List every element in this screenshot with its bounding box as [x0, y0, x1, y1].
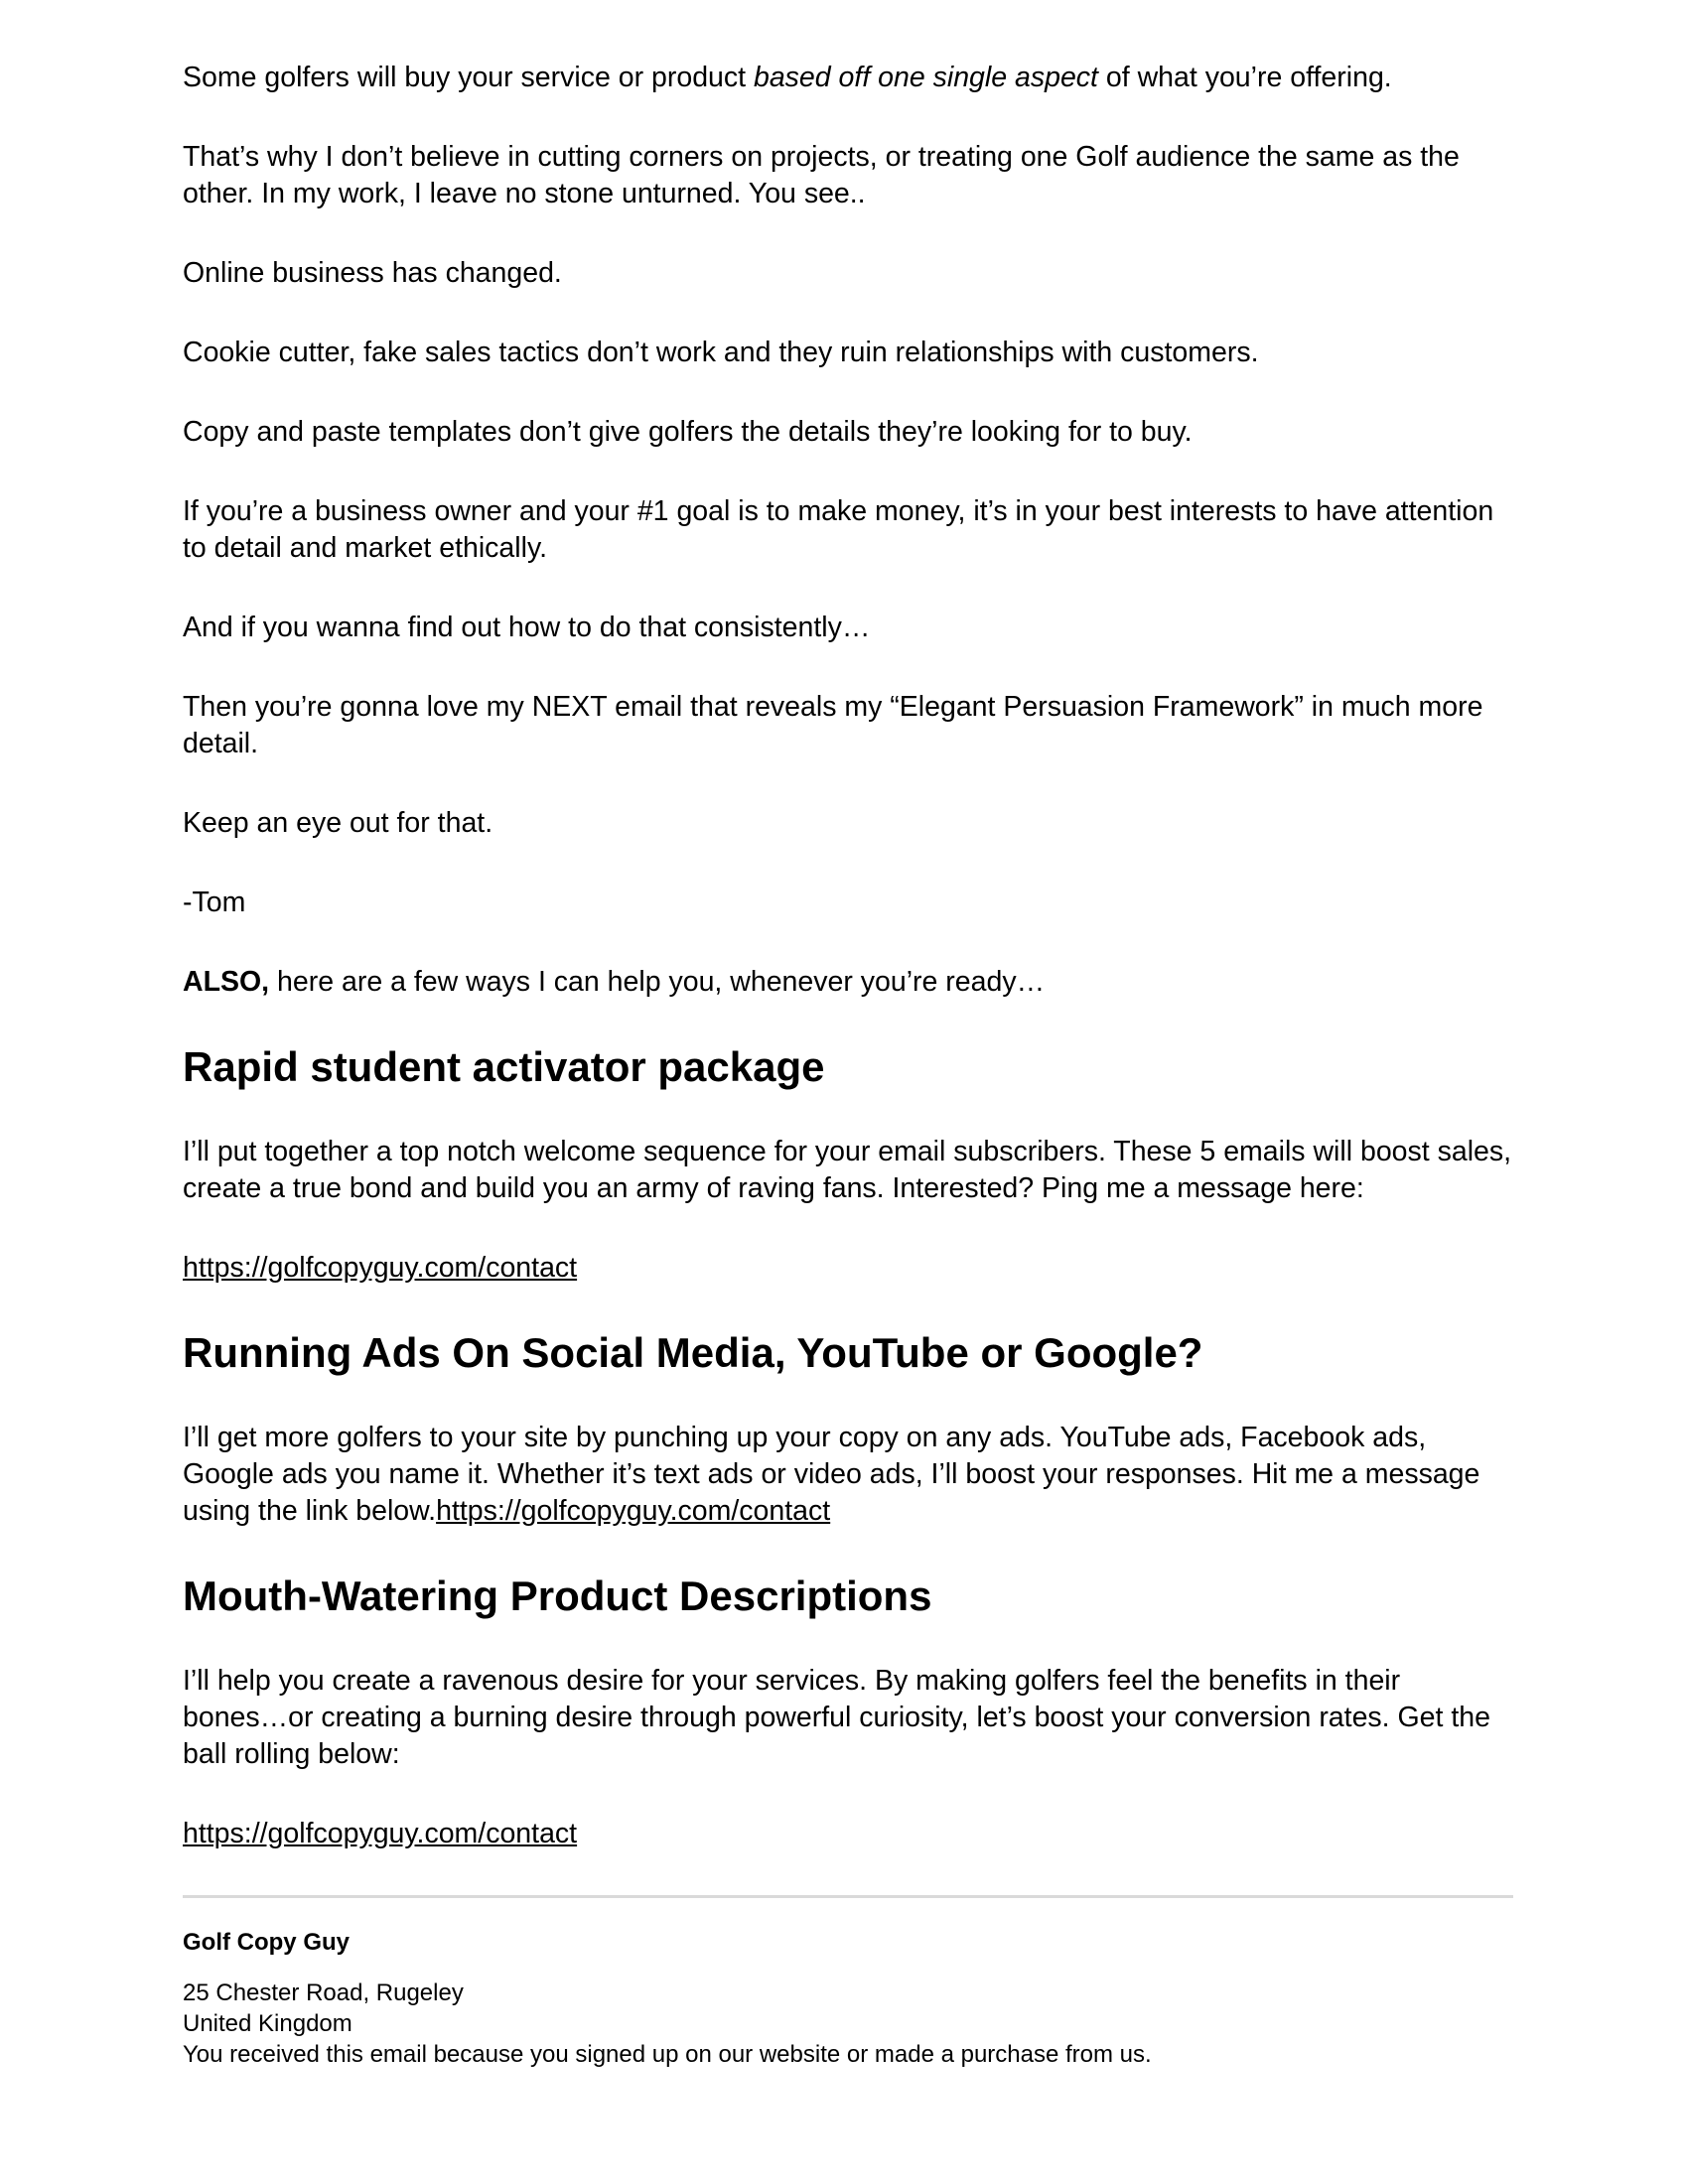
- offer-body-product-descriptions: I’ll help you create a ravenous desire for your services. By making golfers feel the benefits in their bones…or creating a burning desire through powerful curiosity, let’s boost your conversion rates. Get the ball rolling below:: [183, 1665, 1490, 1770]
- intro-paragraph-2: That’s why I don’t believe in cutting corners on projects, or treating one Golf audience the same as the other. In my work, I leave no stone unturned. You see..: [183, 141, 1460, 209]
- also-paragraph: [183, 964, 1513, 1001]
- footer-notice: You received this email because you signed up on our website or made a purchase from us.: [183, 2041, 1152, 2068]
- footer-divider: [183, 1895, 1513, 1898]
- contact-link-2[interactable]: https://golfcopyguy.com/contact: [436, 1495, 831, 1527]
- also-bold: ALSO,: [183, 966, 270, 998]
- contact-link-3[interactable]: https://golfcopyguy.com/contact: [183, 1818, 578, 1849]
- intro-paragraph-4: Cookie cutter, fake sales tactics don’t work and they ruin relationships with customers.: [183, 337, 1259, 368]
- intro-p1-before: Some golfers will buy your service or product: [183, 62, 754, 93]
- intro-paragraph-9: Keep an eye out for that.: [183, 807, 493, 839]
- offer-heading-product-descriptions: Mouth-Watering Product Descriptions: [183, 1572, 932, 1619]
- email-footer: [183, 1928, 1513, 2070]
- offer-link-row-product-descriptions: [183, 1816, 1513, 1852]
- footer-address-line-2: United Kingdom: [183, 2010, 352, 2037]
- signoff: -Tom: [183, 887, 246, 918]
- offer-heading-ads: Running Ads On Social Media, YouTube or Google?: [183, 1329, 1203, 1376]
- offer-body-ads-text: I’ll get more golfers to your site by punching up your copy on any ads. YouTube ads, Facebook ads, Google ads you name it. Whether it’s text ads or video ads, I’ll boost your responses. Hit me a message using the link below.: [183, 1422, 1480, 1527]
- also-rest: here are a few ways I can help you, whenever you’re ready…: [269, 966, 1046, 998]
- footer-company-name: Golf Copy Guy: [183, 1929, 350, 1956]
- offer-heading-student-activator: Rapid student activator package: [183, 1043, 825, 1090]
- intro-paragraph-3: Online business has changed.: [183, 257, 562, 289]
- intro-p1-italic: based off one single aspect: [753, 62, 1098, 93]
- offer-body-ads: [183, 1420, 1513, 1530]
- intro-paragraph-6: If you’re a business owner and your #1 goal is to make money, it’s in your best interests to have attention to detail and market ethically.: [183, 495, 1494, 564]
- contact-link-1[interactable]: https://golfcopyguy.com/contact: [183, 1252, 578, 1284]
- intro-paragraph-7: And if you wanna find out how to do that consistently…: [183, 612, 871, 643]
- footer-address-line-1: 25 Chester Road, Rugeley: [183, 1979, 464, 2006]
- intro-paragraph-1: [183, 60, 1513, 96]
- intro-p1-after: of what you’re offering.: [1097, 62, 1392, 93]
- intro-paragraph-8: Then you’re gonna love my NEXT email that reveals my “Elegant Persuasion Framework” in much more detail.: [183, 691, 1483, 759]
- offer-link-row-student-activator: [183, 1250, 1513, 1287]
- email-body: [183, 60, 1513, 2070]
- intro-paragraph-5: Copy and paste templates don’t give golfers the details they’re looking for to buy.: [183, 416, 1193, 448]
- offer-body-student-activator: I’ll put together a top notch welcome sequence for your email subscribers. These 5 emails will boost sales, create a true bond and build you an army of raving fans. Interested? Ping me a message here:: [183, 1136, 1512, 1204]
